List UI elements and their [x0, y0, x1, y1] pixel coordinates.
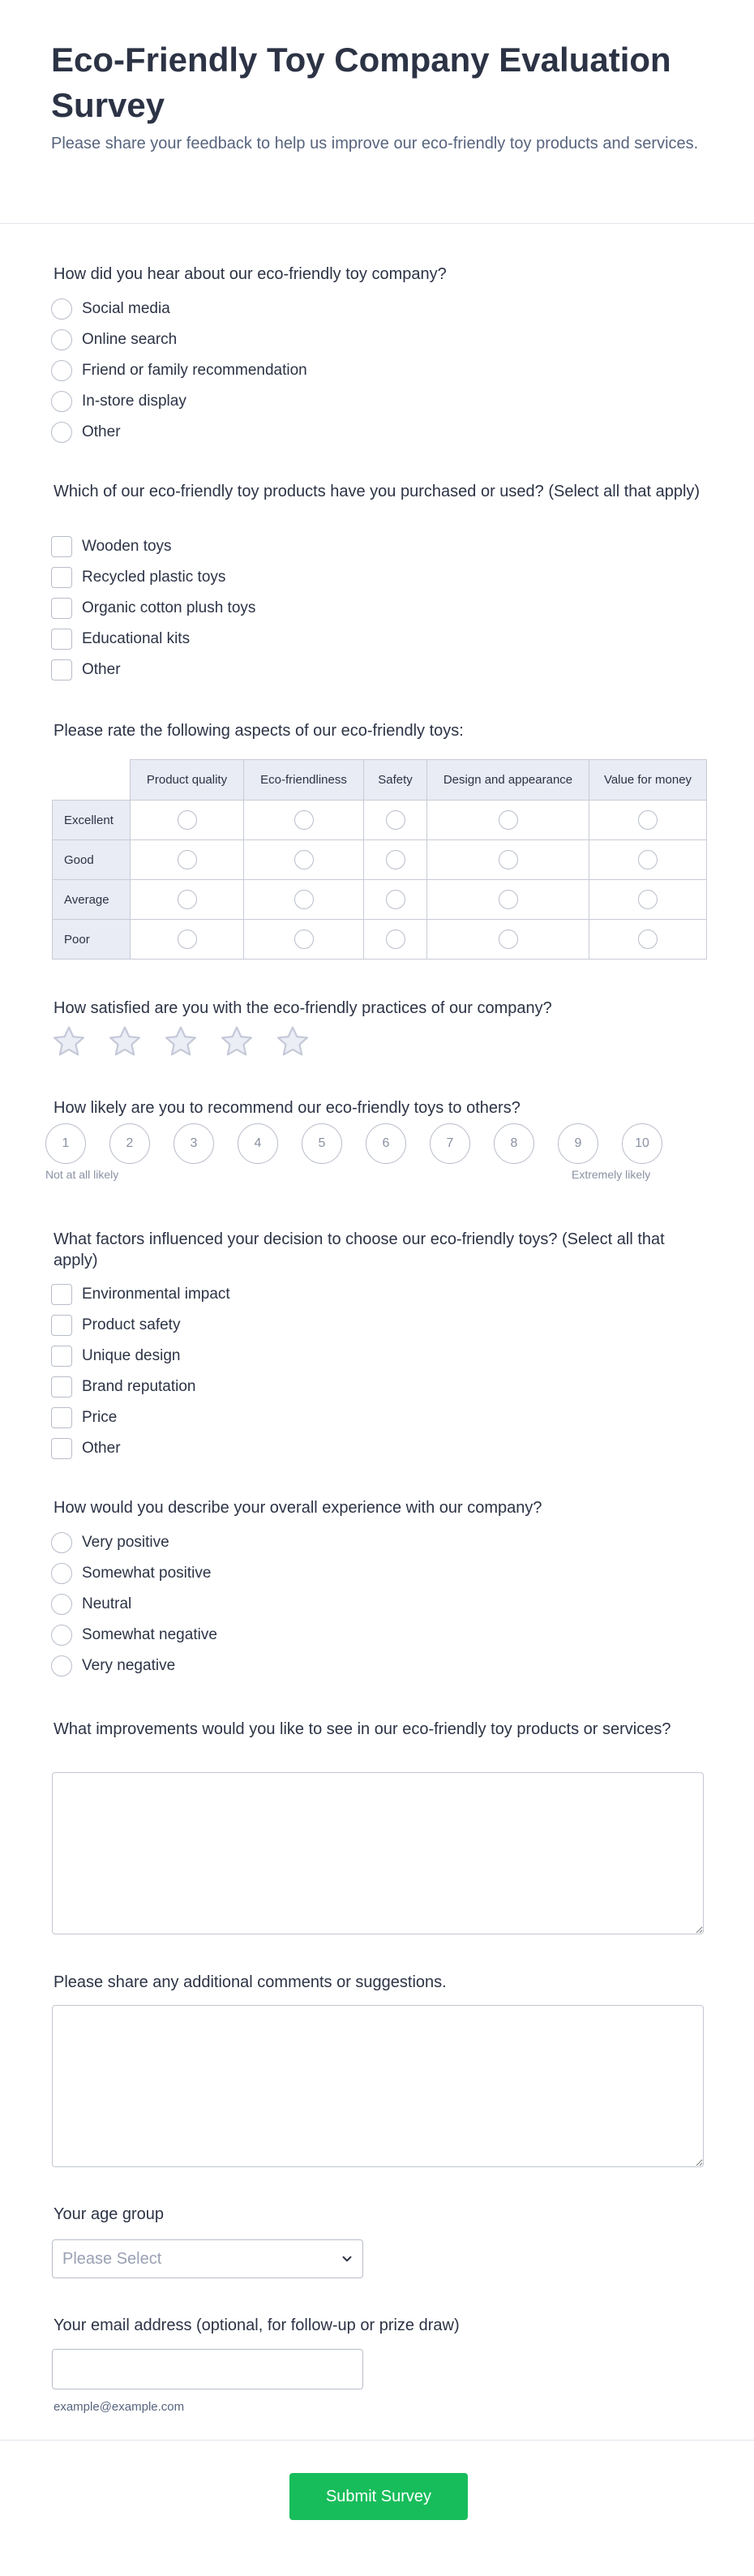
star-icon[interactable] — [219, 1024, 255, 1059]
scale-option-2[interactable]: 2 — [109, 1123, 150, 1164]
star-icon[interactable] — [163, 1024, 199, 1059]
checkbox[interactable] — [51, 1346, 72, 1367]
matrix-cell — [427, 801, 589, 840]
matrix-cell — [589, 801, 707, 840]
matrix-cell — [244, 840, 364, 880]
radio-button[interactable] — [638, 810, 658, 830]
checkbox[interactable] — [51, 1407, 72, 1428]
radio-button[interactable] — [51, 1625, 72, 1646]
option-unique-design[interactable]: Unique design — [51, 1345, 180, 1367]
page-title: Eco-Friendly Toy Company Evaluation Survey — [51, 41, 671, 124]
option-wooden-toys[interactable]: Wooden toys — [51, 535, 172, 558]
radio-button[interactable] — [386, 850, 405, 869]
matrix-col-eco-friendliness: Eco-friendliness — [244, 760, 364, 801]
submit-button[interactable]: Submit Survey — [289, 2473, 468, 2520]
matrix-col-product-quality: Product quality — [131, 760, 244, 801]
radio-button[interactable] — [51, 360, 72, 381]
option-organic-plush[interactable]: Organic cotton plush toys — [51, 597, 255, 620]
radio-button[interactable] — [51, 391, 72, 412]
radio-button[interactable] — [178, 930, 197, 949]
radio-button[interactable] — [638, 890, 658, 909]
scale-option-9[interactable]: 9 — [558, 1123, 598, 1164]
select-value: Please Select — [62, 2249, 162, 2268]
radio-button[interactable] — [386, 890, 405, 909]
radio-button[interactable] — [386, 930, 405, 949]
star-rating — [51, 1024, 331, 1059]
radio-button[interactable] — [638, 930, 658, 949]
option-other[interactable]: Other — [51, 659, 121, 681]
checkbox[interactable] — [51, 1284, 72, 1305]
radio-button[interactable] — [51, 1594, 72, 1615]
option-very-positive[interactable]: Very positive — [51, 1531, 169, 1554]
matrix-cell — [364, 920, 427, 960]
option-friend-family[interactable]: Friend or family recommendation — [51, 359, 307, 382]
matrix-cell — [244, 920, 364, 960]
option-environmental-impact[interactable]: Environmental impact — [51, 1283, 230, 1306]
star-icon[interactable] — [107, 1024, 143, 1059]
question-factors-label: What factors influenced your decision to choose our eco-friendly toys? (Select all that apply) — [54, 1230, 665, 1269]
question-improvements-label: What improvements would you like to see in our eco-friendly toy products or services? — [54, 1720, 671, 1738]
comments-textarea[interactable] — [52, 2005, 704, 2167]
email-field[interactable] — [52, 2349, 363, 2389]
question-recommend-label: How likely are you to recommend our eco-friendly toys to others? — [54, 1099, 521, 1117]
option-recycled-plastic[interactable]: Recycled plastic toys — [51, 566, 225, 589]
question-rating-label: Please rate the following aspects of our eco-friendly toys: — [54, 722, 464, 740]
checkbox[interactable] — [51, 629, 72, 650]
scale-option-4[interactable]: 4 — [238, 1123, 278, 1164]
matrix-cell — [131, 880, 244, 920]
option-somewhat-negative[interactable]: Somewhat negative — [51, 1624, 217, 1646]
question-age-label: Your age group — [54, 2205, 165, 2223]
scale-high-label: Extremely likely — [572, 1168, 651, 1181]
improvements-textarea[interactable] — [52, 1772, 704, 1934]
radio-button[interactable] — [178, 850, 197, 869]
matrix-row-good: Good — [53, 840, 131, 880]
option-other[interactable]: Other — [51, 1437, 121, 1460]
radio-button[interactable] — [51, 1563, 72, 1584]
matrix-cell — [364, 880, 427, 920]
checkbox[interactable] — [51, 567, 72, 588]
matrix-row-average: Average — [53, 880, 131, 920]
matrix-cell — [589, 880, 707, 920]
radio-button[interactable] — [178, 890, 197, 909]
question-satisfaction-label: How satisfied are you with the eco-friendly practices of our company? — [54, 999, 552, 1017]
radio-button[interactable] — [51, 1655, 72, 1677]
matrix-row-excellent: Excellent — [53, 801, 131, 840]
recommend-scale — [45, 1123, 662, 1164]
email-hint: example@example.com — [54, 2400, 185, 2414]
matrix-corner — [53, 760, 131, 801]
radio-button[interactable] — [499, 850, 518, 869]
option-neutral[interactable]: Neutral — [51, 1593, 131, 1616]
age-group-select[interactable] — [52, 2239, 363, 2278]
matrix-cell — [244, 880, 364, 920]
radio-button[interactable] — [294, 890, 314, 909]
option-other[interactable]: Other — [51, 421, 121, 444]
checkbox[interactable] — [51, 1438, 72, 1459]
matrix-cell — [131, 801, 244, 840]
question-comments-label: Please share any additional comments or suggestions. — [54, 1973, 447, 1991]
radio-button[interactable] — [51, 1532, 72, 1553]
star-icon[interactable] — [275, 1024, 311, 1059]
radio-button[interactable] — [294, 850, 314, 869]
checkbox[interactable] — [51, 1376, 72, 1397]
matrix-cell — [427, 840, 589, 880]
radio-button[interactable] — [51, 329, 72, 350]
radio-button[interactable] — [499, 890, 518, 909]
option-educational-kits[interactable]: Educational kits — [51, 628, 190, 650]
scale-option-5[interactable]: 5 — [302, 1123, 342, 1164]
matrix-cell — [427, 920, 589, 960]
option-brand-reputation[interactable]: Brand reputation — [51, 1376, 196, 1398]
option-in-store[interactable]: In-store display — [51, 390, 186, 413]
checkbox[interactable] — [51, 1315, 72, 1336]
radio-button[interactable] — [638, 850, 658, 869]
radio-button[interactable] — [51, 298, 72, 320]
matrix-col-value: Value for money — [589, 760, 707, 801]
radio-button[interactable] — [499, 810, 518, 830]
checkbox[interactable] — [51, 598, 72, 619]
matrix-cell — [131, 840, 244, 880]
option-somewhat-positive[interactable]: Somewhat positive — [51, 1562, 211, 1585]
chevron-down-icon — [340, 2252, 354, 2266]
radio-button[interactable] — [499, 930, 518, 949]
scale-low-label: Not at all likely — [45, 1168, 119, 1181]
scale-option-1[interactable]: 1 — [45, 1123, 86, 1164]
matrix-cell — [131, 920, 244, 960]
star-icon[interactable] — [51, 1024, 87, 1059]
radio-button[interactable] — [386, 810, 405, 830]
matrix-col-design: Design and appearance — [427, 760, 589, 801]
scale-option-3[interactable]: 3 — [174, 1123, 214, 1164]
radio-button[interactable] — [178, 810, 197, 830]
matrix-cell — [589, 920, 707, 960]
radio-button[interactable] — [51, 422, 72, 443]
page-subtitle: Please share your feedback to help us improve our eco-friendly toy products and services. — [51, 135, 699, 152]
matrix-cell — [244, 801, 364, 840]
checkbox[interactable] — [51, 659, 72, 680]
scale-option-6[interactable]: 6 — [366, 1123, 406, 1164]
question-experience-label: How would you describe your overall experience with our company? — [54, 1499, 542, 1517]
matrix-row-poor: Poor — [53, 920, 131, 960]
checkbox[interactable] — [51, 536, 72, 557]
option-online-search[interactable]: Online search — [51, 328, 177, 351]
scale-option-10[interactable]: 10 — [622, 1123, 662, 1164]
matrix-cell — [364, 801, 427, 840]
matrix-cell — [427, 880, 589, 920]
form-header — [0, 0, 754, 224]
option-product-safety[interactable]: Product safety — [51, 1314, 180, 1337]
rating-matrix — [52, 759, 707, 960]
option-price[interactable]: Price — [51, 1406, 117, 1429]
radio-button[interactable] — [294, 930, 314, 949]
scale-option-8[interactable]: 8 — [494, 1123, 534, 1164]
radio-button[interactable] — [294, 810, 314, 830]
option-social-media[interactable]: Social media — [51, 298, 170, 320]
matrix-cell — [364, 840, 427, 880]
question-products-label: Which of our eco-friendly toy products have you purchased or used? (Select all that apply) — [54, 483, 700, 500]
question-email-label: Your email address (optional, for follow-up or prize draw) — [54, 2316, 460, 2334]
question-hear-about-label: How did you hear about our eco-friendly toy company? — [54, 265, 447, 283]
option-very-negative[interactable]: Very negative — [51, 1655, 175, 1677]
matrix-cell — [589, 840, 707, 880]
matrix-col-safety: Safety — [364, 760, 427, 801]
scale-option-7[interactable]: 7 — [430, 1123, 470, 1164]
